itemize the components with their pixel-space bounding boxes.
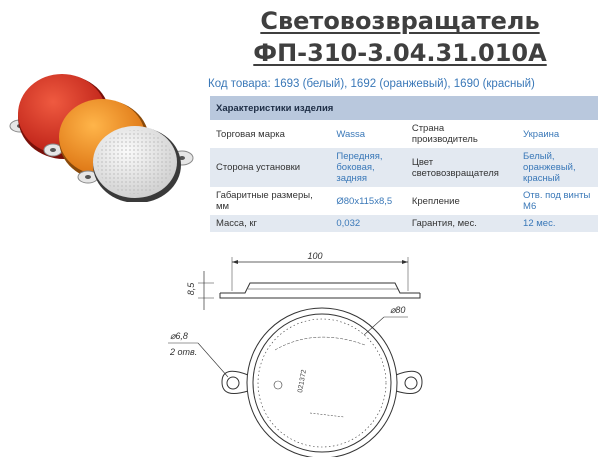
table-row xyxy=(210,215,598,232)
dim-length-label: 100 xyxy=(307,251,323,261)
specs-header-row xyxy=(210,96,598,120)
dim-hole-count-label: 2 отв. xyxy=(170,347,198,357)
dim-diameter-label: ⌀80 xyxy=(390,305,406,315)
dim-height-label: 8,5 xyxy=(186,282,196,296)
specs-table xyxy=(210,96,598,232)
spec-value: Украина xyxy=(517,120,598,148)
dim-hole-label: ⌀6,8 xyxy=(170,331,188,341)
table-row xyxy=(210,148,598,187)
spec-label: Габаритные размеры, мм xyxy=(210,187,330,215)
table-row xyxy=(210,187,598,215)
specs-section-title: Характеристики изделия xyxy=(210,96,598,120)
spec-value: Ø80x115x8,5 xyxy=(330,187,405,215)
product-photo xyxy=(0,72,205,202)
page-title-line1: Световозвращатель xyxy=(260,7,540,35)
spec-value: Wassa xyxy=(330,120,405,148)
spec-value: Отв. под винты М6 xyxy=(517,187,598,215)
product-code: Код товара: 1693 (белый), 1692 (оранжевый), 1690 (красный) xyxy=(208,78,535,90)
page-title-line2: ФП-310-3.04.31.010А xyxy=(253,39,547,67)
side-view xyxy=(198,257,420,310)
spec-label: Страна производитель xyxy=(406,120,517,148)
spec-label: Сторона установки xyxy=(210,148,330,187)
front-view xyxy=(168,308,422,457)
spec-label: Крепление xyxy=(406,187,517,215)
spec-value: Передняя, боковая, задняя xyxy=(330,148,405,187)
emboss-number: 021372 xyxy=(297,369,309,394)
spec-label: Гарантия, мес. xyxy=(406,215,517,232)
table-row xyxy=(210,120,598,148)
spec-value: 12 мес. xyxy=(517,215,598,232)
spec-label: Масса, кг xyxy=(210,215,330,232)
technical-drawing xyxy=(150,245,450,457)
spec-value: Белый, оранжевый, красный xyxy=(517,148,598,187)
spec-label: Торговая марка xyxy=(210,120,330,148)
spec-value: 0,032 xyxy=(330,215,405,232)
spec-label: Цвет световозвращателя xyxy=(406,148,517,187)
